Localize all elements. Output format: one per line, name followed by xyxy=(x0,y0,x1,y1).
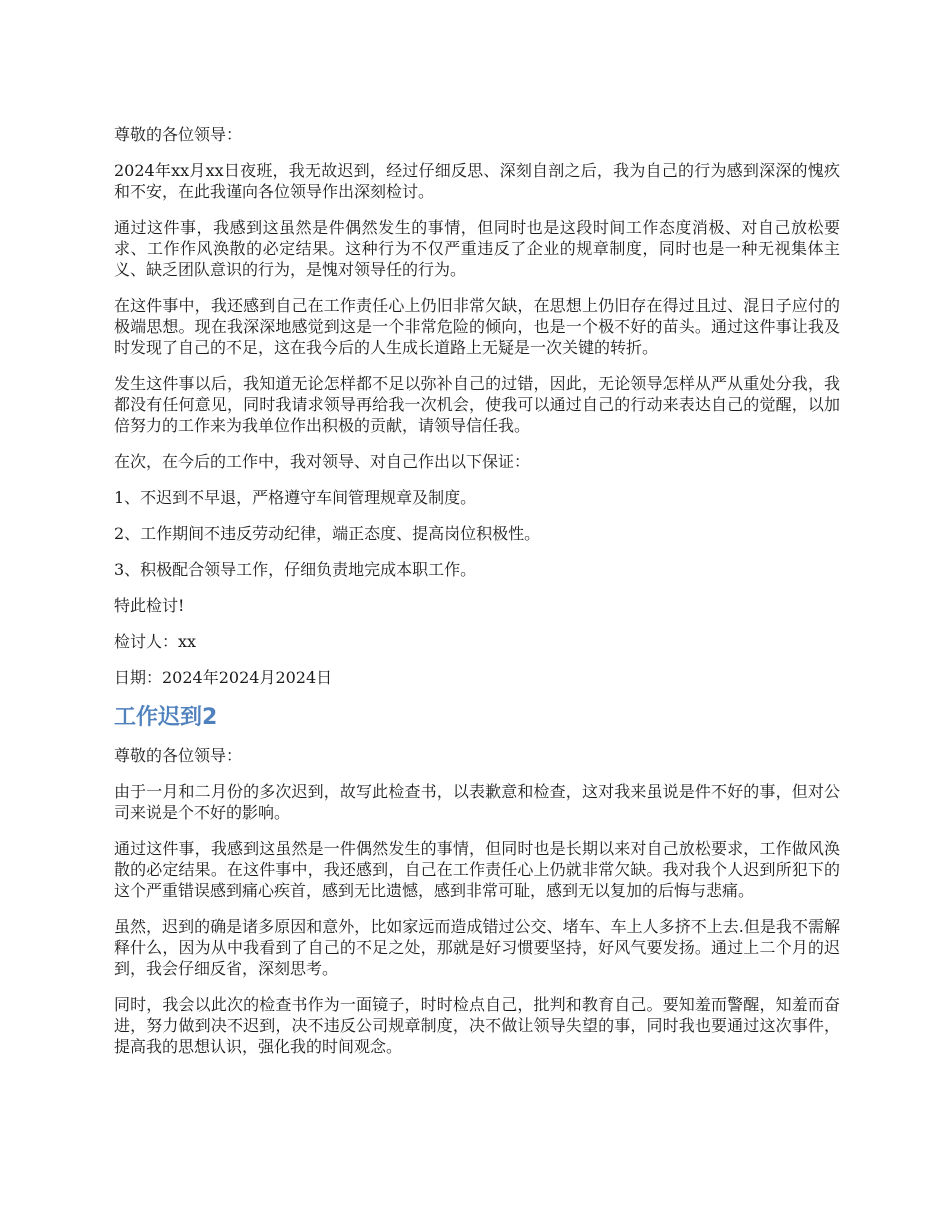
salutation: 尊敬的各位领导： xyxy=(114,125,243,144)
date-line: 日期：2024年2024月2024日 xyxy=(114,668,333,687)
paragraph: 通过这件事，我感到这虽然是件偶然发生的事情，但同时也是这段时间工作态度消极、对自己放松要求、工作作风涣散的必定结果。这种行为不仅严重违反了企业的规章制度，同时也是一种无视集体主义、缺乏团队意识的行为，是愧对领导任的行为。 xyxy=(114,218,840,279)
section-heading: 工作迟到2 xyxy=(114,705,218,730)
paragraph: 同时，我会以此次的检查书作为一面镜子，时时检点自己，批判和教育自己。要知羞而警醒，知羞而奋进，努力做到决不迟到，决不违反公司规章制度，决不做让领导失望的事，同时我也要通过这次事件，提高我的思想认识，强化我的时间观念。 xyxy=(114,995,840,1056)
signature-line: 检讨人：xx xyxy=(114,632,197,651)
paragraph: 2024年xx月xx日夜班，我无故迟到，经过仔细反思、深刻自剖之后，我为自己的行为感到深深的愧疚和不安，在此我谨向各位领导作出深刻检讨。 xyxy=(114,161,840,201)
salutation: 尊敬的各位领导： xyxy=(114,746,243,765)
list-item: 2、工作期间不违反劳动纪律，端正态度、提高岗位积极性。 xyxy=(114,524,541,543)
paragraph: 发生这件事以后，我知道无论怎样都不足以弥补自己的过错，因此，无论领导怎样从严从重处分我，我都没有任何意见，同时我请求领导再给我一次机会，使我可以通过自己的行动来表达自己的觉醒，以加倍努力的工作来为我单位作出积极的贡献，请领导信任我。 xyxy=(114,374,840,435)
document-page xyxy=(114,124,840,1072)
paragraph: 由于一月和二月份的多次迟到，故写此检查书，以表歉意和检查，这对我来虽说是件不好的事，但对公司来说是个不好的影响。 xyxy=(114,782,840,822)
closing-line: 特此检讨! xyxy=(114,596,185,615)
paragraph: 在次，在今后的工作中，我对领导、对自己作出以下保证： xyxy=(114,452,531,471)
paragraph: 通过这件事，我感到这虽然是一件偶然发生的事情，但同时也是长期以来对自己放松要求，工作做风涣散的必定结果。在这件事中，我还感到，自己在工作责任心上仍就非常欠缺。我对我个人迟到所犯下的这个严重错误感到痛心疾首，感到无比遗憾，感到非常可耻，感到无以复加的后悔与悲痛。 xyxy=(114,839,840,900)
list-item: 3、积极配合领导工作，仔细负责地完成本职工作。 xyxy=(114,560,477,579)
paragraph: 在这件事中，我还感到自己在工作责任心上仍旧非常欠缺，在思想上仍旧存在得过且过、混日子应付的极端思想。现在我深深地感觉到这是一个非常危险的倾向，也是一个极不好的苗头。通过这件事让我及时发现了自己的不足，这在我今后的人生成长道路上无疑是一次关键的转折。 xyxy=(114,296,840,357)
paragraph: 虽然，迟到的确是诸多原因和意外，比如家远而造成错过公交、堵车、车上人多挤不上去.但是我不需解释什么，因为从中我看到了自己的不足之处，那就是好习惯要坚持，好风气要发扬。通过上二个月的迟到，我会仔细反省，深刻思考。 xyxy=(114,917,840,978)
list-item: 1、不迟到不早退，严格遵守车间管理规章及制度。 xyxy=(114,488,477,507)
